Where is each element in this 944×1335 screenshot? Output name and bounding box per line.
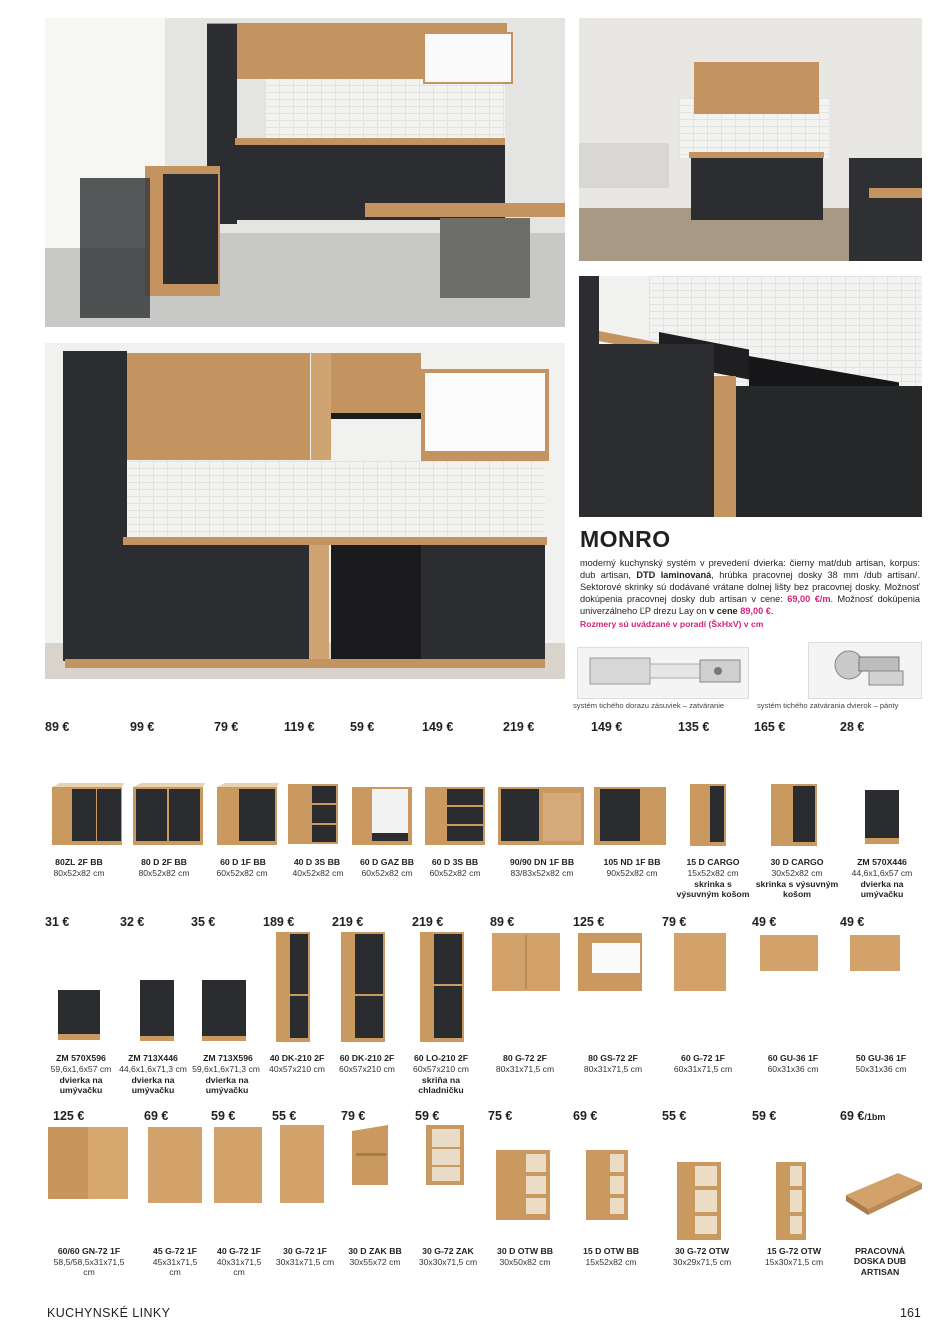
end-cabinet-30d-zak [352, 1125, 396, 1187]
product-description: skrinka s výsuvným košom [676, 879, 750, 900]
desc-price-sink: 89,00 € [740, 605, 771, 616]
product-name: 15 D OTW BB [583, 1246, 639, 1256]
price-value: 69 € [840, 1109, 865, 1123]
product-dimensions: 40x57x210 cm [269, 1064, 325, 1074]
open-shelf-15g-72-otw [776, 1162, 808, 1242]
price: 119 € [284, 720, 315, 734]
product-dimensions: 60x31x36 cm [767, 1064, 819, 1074]
product-description: dvierka na umývačku [59, 1075, 103, 1096]
product-name: 40 G-72 1F [217, 1246, 261, 1256]
desc-text-2: , hrúbka pracovnej dosky 38 mm /dub artisan/. Sektorové skrinky sú dodávané vrátane dolnej lišty bez pracovnej dosky. Možnosť dokúpenia pracovnej dosky dub artisan v cene: [580, 569, 920, 604]
product-dimensions: 40x52x82 cm [292, 868, 344, 878]
tall-cabinet-60lo-210 [420, 932, 466, 1044]
price: 32 € [120, 915, 145, 929]
product-dimensions: 30x30x71,5 cm [418, 1257, 478, 1267]
desc-text-4: . [770, 605, 774, 616]
product-dimensions: 58,5/58,5x31x71,5 cm [53, 1257, 125, 1278]
worktop-oak-artisan [846, 1173, 922, 1219]
price: 59 € [415, 1109, 440, 1123]
price: 79 € [214, 720, 239, 734]
product-name: PRACOVNÁ DOSKA DUB ARTISAN [853, 1246, 907, 1277]
kitchen-photo-room [579, 18, 922, 261]
product-name: 60 D 3S BB [431, 857, 479, 867]
kitchen-photo-detail [579, 276, 922, 517]
open-shelf-30d-otw [496, 1150, 552, 1222]
cabinet-15d-cargo [690, 780, 728, 848]
price: 89 € [490, 915, 515, 929]
product-dimensions: 80x31x71,5 cm [495, 1064, 555, 1074]
product-dimensions: 80x52x82 cm [138, 868, 190, 878]
desc-text-3: . Možnosť dokúpenia univerzálneho ĽP drezu Lay on [580, 593, 920, 616]
price: 59 € [211, 1109, 236, 1123]
open-shelf-30g-72-otw [677, 1162, 723, 1242]
product-name: 90/90 DN 1F BB [509, 857, 575, 867]
wall-cabinet-45g-72-1f [148, 1127, 204, 1205]
kitchen-photo-front [45, 343, 565, 679]
price: 135 € [678, 720, 710, 734]
price: 219 € [412, 915, 444, 929]
door-zm713x596 [202, 980, 248, 1042]
drawer-slide-caption: systém tichého dorazu zásuviek – zatváranie [573, 701, 725, 710]
price: 55 € [662, 1109, 687, 1123]
door-zm570x446 [865, 790, 901, 846]
price: 125 € [573, 915, 605, 929]
open-shelf-15d-otw [586, 1150, 630, 1222]
product-dimensions: 30x55x72 cm [349, 1257, 401, 1267]
product-name: 40 DK-210 2F [269, 1053, 325, 1063]
wall-cabinet-30g-72-1f [280, 1125, 326, 1205]
product-name: 60/60 GN-72 1F [57, 1246, 121, 1256]
product-dimensions: 40x31x71,5 cm [216, 1257, 262, 1278]
price: 149 € [422, 720, 454, 734]
footer-section: KUCHYNSKÉ LINKY [47, 1306, 171, 1320]
product-name: 60 DK-210 2F [339, 1053, 395, 1063]
desc-dtd: DTD laminovaná [636, 569, 712, 580]
cabinet-40d-3s [288, 780, 340, 846]
wall-cabinet-50gu-36-1f [850, 935, 902, 975]
product-name: 60 LO-210 2F [413, 1053, 469, 1063]
cabinet-80zl-2f [52, 783, 124, 847]
cabinet-105-nd [594, 783, 668, 847]
product-title: MONRO [580, 526, 671, 552]
product-dimensions: 44,6x1,6x71,3 cm [119, 1064, 187, 1074]
price: 59 € [752, 1109, 777, 1123]
product-name: 60 G-72 1F [681, 1053, 725, 1063]
product-name: 60 D 1F BB [220, 857, 266, 867]
price: 28 € [840, 720, 865, 734]
price: 55 € [272, 1109, 297, 1123]
hinge-caption: systém tichého zatvárania dvierok – pánty [757, 701, 899, 710]
product-name: 30 G-72 1F [283, 1246, 327, 1256]
price: 31 € [45, 915, 70, 929]
product-name: 30 D OTW BB [497, 1246, 553, 1256]
end-shelf-30g-72-zak [426, 1125, 468, 1187]
product-name: 60 D GAZ BB [359, 857, 415, 867]
product-dimensions: 60x31x71,5 cm [673, 1064, 733, 1074]
price: 79 € [341, 1109, 366, 1123]
product-dimensions: 59,6x1,6x71,3 cm [192, 1064, 260, 1074]
price: 35 € [191, 915, 216, 929]
product-dimensions: 60x57x210 cm [413, 1064, 469, 1074]
price: 79 € [662, 915, 687, 929]
price: 189 € [263, 915, 295, 929]
product-name: 15 D CARGO [686, 857, 740, 867]
price: 59 € [350, 720, 375, 734]
price: 49 € [840, 915, 865, 929]
cabinet-90-90-dn [498, 783, 586, 847]
product-dimensions: 15x52x82 cm [687, 868, 739, 878]
product-dimensions: 15x30x71,5 cm [764, 1257, 824, 1267]
price: 99 € [130, 720, 155, 734]
corner-wall-cabinet-60-60-gn [48, 1127, 130, 1201]
product-description [580, 558, 920, 618]
price: 75 € [488, 1109, 513, 1123]
price: 69 € [144, 1109, 169, 1123]
desc-price-worktop: 69,00 €/m [787, 593, 831, 604]
product-name: 30 D ZAK BB [348, 1246, 402, 1256]
price: 89 € [45, 720, 70, 734]
product-dimensions: 44,6x1,6x57 cm [851, 868, 913, 878]
page-number: 161 [900, 1306, 921, 1320]
product-name: 80 GS-72 2F [588, 1053, 638, 1063]
kitchen-photo-main [45, 18, 565, 327]
product-description: dvierka na umývačku [205, 1075, 249, 1096]
price [840, 1109, 885, 1123]
price: 69 € [573, 1109, 598, 1123]
product-name: 60 GU-36 1F [767, 1053, 819, 1063]
product-dimensions: 90x52x82 cm [606, 868, 658, 878]
product-dimensions: 30x52x82 cm [771, 868, 823, 878]
product-name: ZM 713X446 [128, 1053, 178, 1063]
price: 165 € [754, 720, 786, 734]
door-zm570x596 [58, 990, 102, 1042]
product-name: 30 G-72 OTW [674, 1246, 730, 1256]
cabinet-60d-1f [217, 783, 279, 847]
drawer-slide-icon [577, 647, 749, 699]
price: 125 € [53, 1109, 85, 1123]
product-name: 30 G-72 ZAK [422, 1246, 474, 1256]
product-description: dvierka na umývačku [860, 879, 904, 900]
wall-cabinet-80g-72-2f [492, 933, 562, 993]
product-dimensions: 30x29x71,5 cm [672, 1257, 732, 1267]
product-dimensions: 30x31x71,5 cm [275, 1257, 335, 1267]
product-dimensions: 60x52x82 cm [429, 868, 481, 878]
price: 219 € [503, 720, 535, 734]
product-name: 80ZL 2F BB [55, 857, 103, 867]
price: 219 € [332, 915, 364, 929]
product-name: 80 D 2F BB [141, 857, 187, 867]
product-name: ZM 570X596 [56, 1053, 106, 1063]
door-zm713x446 [140, 980, 176, 1042]
product-name: 80 G-72 2F [503, 1053, 547, 1063]
product-dimensions: 45x31x71,5 cm [152, 1257, 198, 1278]
product-description: dvierka na umývačku [131, 1075, 175, 1096]
product-name: 105 ND 1F BB [603, 857, 661, 867]
wall-cabinet-60gu-36-1f [760, 935, 820, 975]
wall-cabinet-80gs-72-2f [578, 933, 644, 993]
product-dimensions: 30x50x82 cm [499, 1257, 551, 1267]
desc-vcene: v cene [709, 605, 738, 616]
product-name: 50 GU-36 1F [855, 1053, 907, 1063]
product-dimensions: 80x52x82 cm [53, 868, 105, 878]
price-unit: /1bm [864, 1112, 886, 1122]
product-name: 45 G-72 1F [153, 1246, 197, 1256]
price: 49 € [752, 915, 777, 929]
product-description: skriňa na chladničku [418, 1075, 464, 1096]
wall-cabinet-40g-72-1f [214, 1127, 264, 1205]
hinge-icon [808, 642, 922, 699]
product-name: ZM 713X596 [203, 1053, 253, 1063]
product-dimensions: 83/83x52x82 cm [510, 868, 574, 878]
product-dimensions: 15x52x82 cm [585, 1257, 637, 1267]
product-dimensions: 59,6x1,6x57 cm [50, 1064, 112, 1074]
product-name: 30 D CARGO [770, 857, 824, 867]
product-name: 15 G-72 OTW [766, 1246, 822, 1256]
dimension-note: Rozmery sú uvádzané v poradí (ŠxHxV) v cm [580, 619, 764, 629]
product-dimensions: 60x52x82 cm [216, 868, 268, 878]
product-name: ZM 570X446 [857, 857, 907, 867]
product-dimensions: 50x31x36 cm [855, 1064, 907, 1074]
price: 149 € [591, 720, 623, 734]
tall-cabinet-60dk-210 [341, 932, 387, 1044]
product-dimensions: 60x57x210 cm [339, 1064, 395, 1074]
cabinet-30d-cargo [771, 780, 819, 848]
cabinet-60d-gaz [352, 783, 414, 847]
wall-cabinet-60g-72-1f [674, 933, 728, 993]
product-dimensions: 80x31x71,5 cm [583, 1064, 643, 1074]
product-dimensions: 60x52x82 cm [361, 868, 413, 878]
product-description: skrinka s výsuvným košom [755, 879, 839, 900]
cabinet-60d-3s [425, 783, 487, 847]
product-name: 40 D 3S BB [293, 857, 341, 867]
desc-text-1: moderný kuchynský systém v prevedení dvierka: čierny mat/dub artisan, korpus: dub artisan, [580, 558, 920, 580]
cabinet-80d-2f [133, 783, 205, 847]
tall-cabinet-40dk-210 [276, 932, 312, 1044]
